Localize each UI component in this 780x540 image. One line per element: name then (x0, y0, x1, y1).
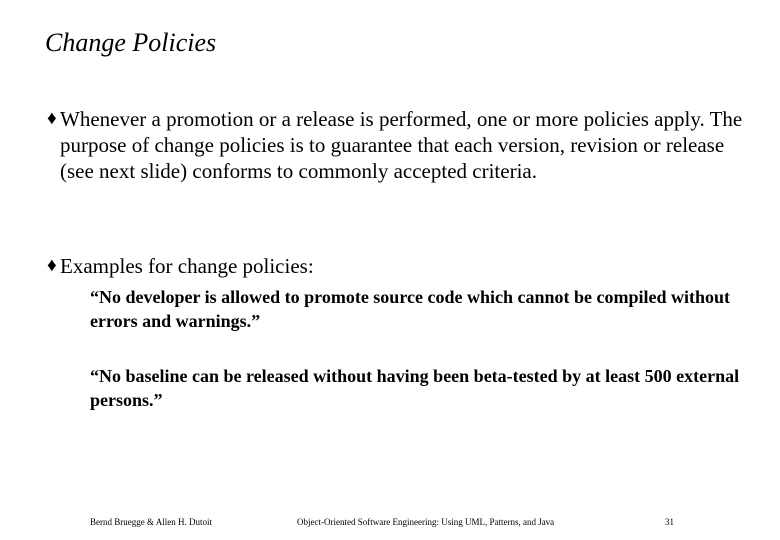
diamond-bullet-icon: ♦ (47, 108, 57, 129)
bullet-text: Whenever a promotion or a release is performed, one or more policies apply. The purpose of change policies is to guarantee that each version, revision or release (see next slide) conforms to commonly accepted criteria. (60, 107, 743, 183)
bullet-text: Examples for change policies: (60, 254, 314, 278)
policy-quote: “No developer is allowed to promote source code which cannot be compiled without errors and warnings.” (90, 287, 730, 331)
footer-authors: Bernd Bruegge & Allen H. Dutoit (90, 517, 212, 527)
footer-page-number: 31 (665, 517, 674, 527)
slide-title: Change Policies (45, 28, 217, 57)
diamond-bullet-icon: ♦ (47, 255, 57, 276)
policy-quote: “No baseline can be released without having been beta-tested by at least 500 external persons.” (90, 366, 740, 410)
footer-book-title: Object-Oriented Software Engineering: Using UML, Patterns, and Java (297, 517, 555, 527)
